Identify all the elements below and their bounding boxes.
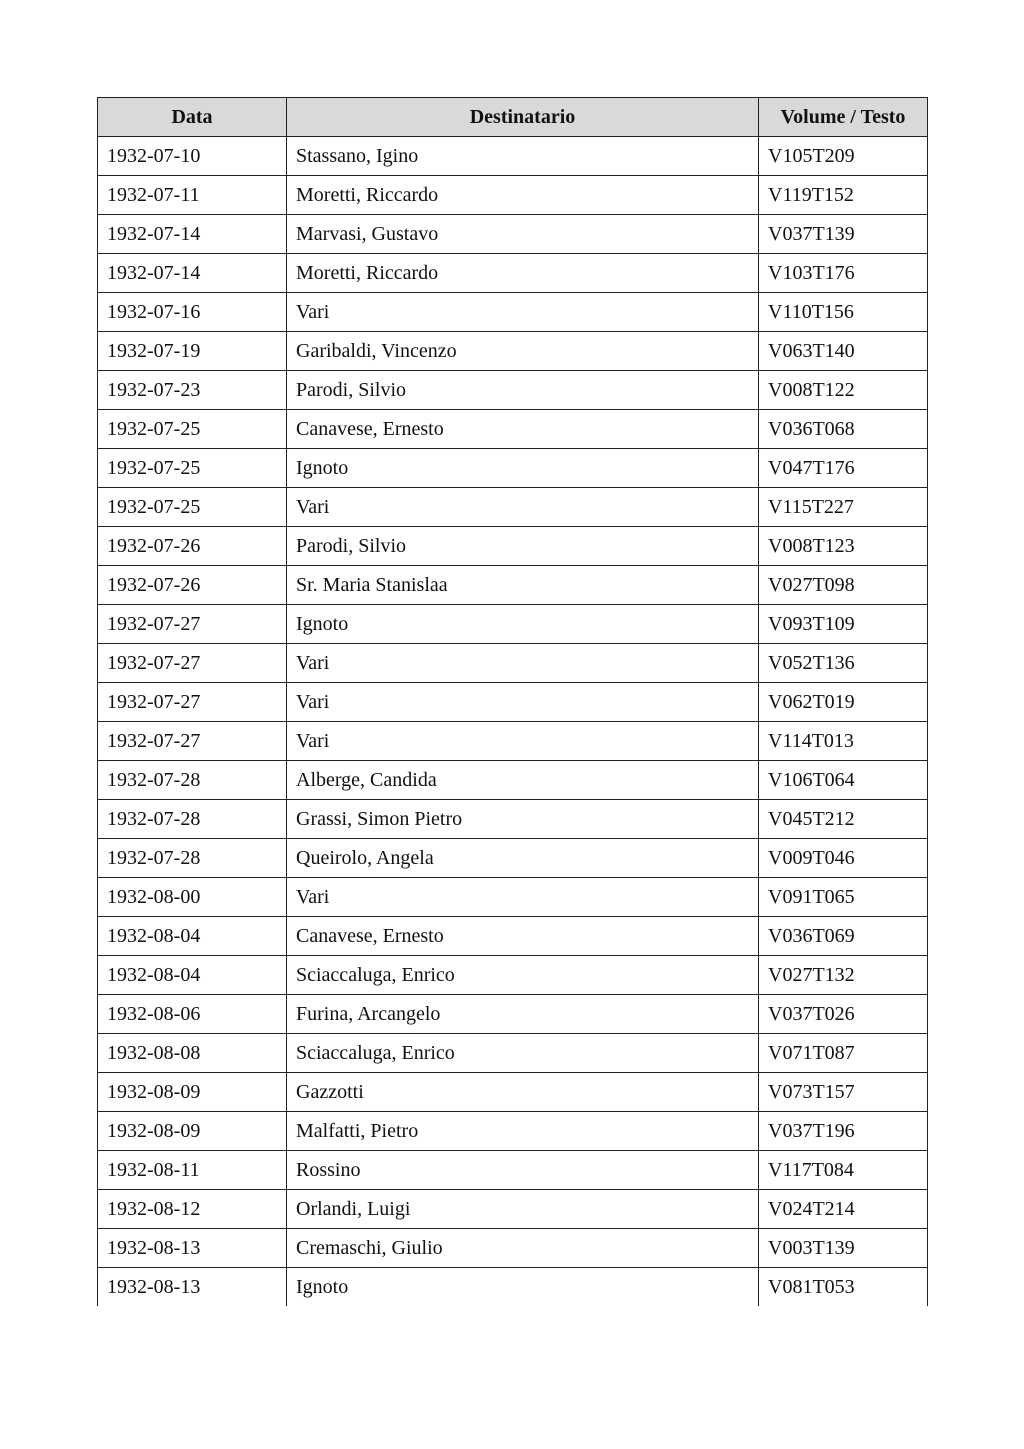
table-row xyxy=(98,566,928,605)
table-row xyxy=(98,371,928,410)
table-row xyxy=(98,1268,928,1307)
cell-volume-text: V106T064 xyxy=(759,761,928,800)
cell-date: 1932-07-27 xyxy=(98,683,287,722)
cell-date: 1932-08-06 xyxy=(98,995,287,1034)
cell-volume-text: V037T139 xyxy=(759,215,928,254)
table-row xyxy=(98,605,928,644)
cell-date: 1932-07-25 xyxy=(98,488,287,527)
cell-date: 1932-07-26 xyxy=(98,527,287,566)
cell-volume-text: V008T122 xyxy=(759,371,928,410)
table-row xyxy=(98,917,928,956)
cell-date: 1932-07-23 xyxy=(98,371,287,410)
cell-recipient: Sciaccaluga, Enrico xyxy=(287,956,759,995)
cell-recipient: Canavese, Ernesto xyxy=(287,410,759,449)
cell-recipient: Stassano, Igino xyxy=(287,137,759,176)
cell-recipient: Furina, Arcangelo xyxy=(287,995,759,1034)
cell-volume-text: V091T065 xyxy=(759,878,928,917)
cell-volume-text: V073T157 xyxy=(759,1073,928,1112)
table-row xyxy=(98,1112,928,1151)
cell-recipient: Ignoto xyxy=(287,605,759,644)
cell-recipient: Moretti, Riccardo xyxy=(287,176,759,215)
cell-date: 1932-07-16 xyxy=(98,293,287,332)
cell-volume-text: V105T209 xyxy=(759,137,928,176)
cell-date: 1932-07-27 xyxy=(98,644,287,683)
table-row xyxy=(98,254,928,293)
cell-recipient: Sr. Maria Stanislaa xyxy=(287,566,759,605)
cell-recipient: Queirolo, Angela xyxy=(287,839,759,878)
cell-volume-text: V008T123 xyxy=(759,527,928,566)
cell-volume-text: V093T109 xyxy=(759,605,928,644)
cell-recipient: Canavese, Ernesto xyxy=(287,917,759,956)
cell-date: 1932-08-09 xyxy=(98,1112,287,1151)
cell-volume-text: V024T214 xyxy=(759,1190,928,1229)
table-row xyxy=(98,683,928,722)
cell-recipient: Marvasi, Gustavo xyxy=(287,215,759,254)
cell-recipient: Gazzotti xyxy=(287,1073,759,1112)
column-header-volume-text: Volume / Testo xyxy=(759,98,928,137)
letters-table-container xyxy=(97,97,927,1306)
cell-volume-text: V052T136 xyxy=(759,644,928,683)
cell-date: 1932-08-04 xyxy=(98,956,287,995)
cell-date: 1932-07-19 xyxy=(98,332,287,371)
cell-recipient: Ignoto xyxy=(287,449,759,488)
table-row xyxy=(98,644,928,683)
cell-date: 1932-07-28 xyxy=(98,800,287,839)
table-row xyxy=(98,878,928,917)
cell-date: 1932-08-11 xyxy=(98,1151,287,1190)
cell-volume-text: V047T176 xyxy=(759,449,928,488)
table-row xyxy=(98,1229,928,1268)
cell-recipient: Vari xyxy=(287,722,759,761)
table-row xyxy=(98,761,928,800)
cell-date: 1932-08-13 xyxy=(98,1229,287,1268)
table-row xyxy=(98,176,928,215)
cell-recipient: Vari xyxy=(287,293,759,332)
cell-recipient: Vari xyxy=(287,488,759,527)
cell-volume-text: V036T068 xyxy=(759,410,928,449)
cell-volume-text: V003T139 xyxy=(759,1229,928,1268)
cell-recipient: Rossino xyxy=(287,1151,759,1190)
cell-date: 1932-07-26 xyxy=(98,566,287,605)
cell-volume-text: V110T156 xyxy=(759,293,928,332)
cell-volume-text: V045T212 xyxy=(759,800,928,839)
cell-date: 1932-07-27 xyxy=(98,605,287,644)
cell-date: 1932-08-08 xyxy=(98,1034,287,1073)
cell-volume-text: V037T026 xyxy=(759,995,928,1034)
table-row xyxy=(98,722,928,761)
cell-recipient: Vari xyxy=(287,644,759,683)
cell-date: 1932-07-14 xyxy=(98,254,287,293)
cell-recipient: Malfatti, Pietro xyxy=(287,1112,759,1151)
cell-volume-text: V036T069 xyxy=(759,917,928,956)
cell-recipient: Ignoto xyxy=(287,1268,759,1307)
cell-recipient: Garibaldi, Vincenzo xyxy=(287,332,759,371)
cell-volume-text: V081T053 xyxy=(759,1268,928,1307)
cell-date: 1932-07-10 xyxy=(98,137,287,176)
table-row xyxy=(98,527,928,566)
cell-volume-text: V027T098 xyxy=(759,566,928,605)
header-row xyxy=(98,98,928,137)
letters-table xyxy=(97,97,928,1306)
cell-volume-text: V119T152 xyxy=(759,176,928,215)
cell-recipient: Orlandi, Luigi xyxy=(287,1190,759,1229)
cell-recipient: Parodi, Silvio xyxy=(287,371,759,410)
cell-volume-text: V117T084 xyxy=(759,1151,928,1190)
cell-date: 1932-08-13 xyxy=(98,1268,287,1307)
table-row xyxy=(98,839,928,878)
cell-volume-text: V115T227 xyxy=(759,488,928,527)
cell-date: 1932-07-28 xyxy=(98,761,287,800)
cell-volume-text: V009T046 xyxy=(759,839,928,878)
cell-volume-text: V071T087 xyxy=(759,1034,928,1073)
column-header-date: Data xyxy=(98,98,287,137)
cell-volume-text: V114T013 xyxy=(759,722,928,761)
cell-date: 1932-07-25 xyxy=(98,449,287,488)
table-row xyxy=(98,1190,928,1229)
cell-recipient: Vari xyxy=(287,683,759,722)
table-row xyxy=(98,332,928,371)
cell-date: 1932-08-09 xyxy=(98,1073,287,1112)
cell-date: 1932-08-00 xyxy=(98,878,287,917)
cell-date: 1932-08-12 xyxy=(98,1190,287,1229)
cell-date: 1932-07-14 xyxy=(98,215,287,254)
table-row xyxy=(98,1151,928,1190)
table-header xyxy=(98,98,928,137)
cell-recipient: Vari xyxy=(287,878,759,917)
cell-date: 1932-07-27 xyxy=(98,722,287,761)
table-row xyxy=(98,1034,928,1073)
table-row xyxy=(98,293,928,332)
cell-volume-text: V062T019 xyxy=(759,683,928,722)
cell-recipient: Grassi, Simon Pietro xyxy=(287,800,759,839)
cell-date: 1932-07-11 xyxy=(98,176,287,215)
cell-volume-text: V063T140 xyxy=(759,332,928,371)
table-row xyxy=(98,215,928,254)
column-header-recipient: Destinatario xyxy=(287,98,759,137)
table-row xyxy=(98,488,928,527)
cell-recipient: Sciaccaluga, Enrico xyxy=(287,1034,759,1073)
cell-date: 1932-07-25 xyxy=(98,410,287,449)
cell-volume-text: V027T132 xyxy=(759,956,928,995)
table-row xyxy=(98,995,928,1034)
cell-date: 1932-07-28 xyxy=(98,839,287,878)
cell-recipient: Cremaschi, Giulio xyxy=(287,1229,759,1268)
table-body xyxy=(98,137,928,1307)
cell-volume-text: V037T196 xyxy=(759,1112,928,1151)
table-row xyxy=(98,449,928,488)
cell-volume-text: V103T176 xyxy=(759,254,928,293)
cell-recipient: Moretti, Riccardo xyxy=(287,254,759,293)
table-row xyxy=(98,137,928,176)
cell-date: 1932-08-04 xyxy=(98,917,287,956)
table-row xyxy=(98,410,928,449)
cell-recipient: Parodi, Silvio xyxy=(287,527,759,566)
cell-recipient: Alberge, Candida xyxy=(287,761,759,800)
table-row xyxy=(98,800,928,839)
table-row xyxy=(98,956,928,995)
table-row xyxy=(98,1073,928,1112)
